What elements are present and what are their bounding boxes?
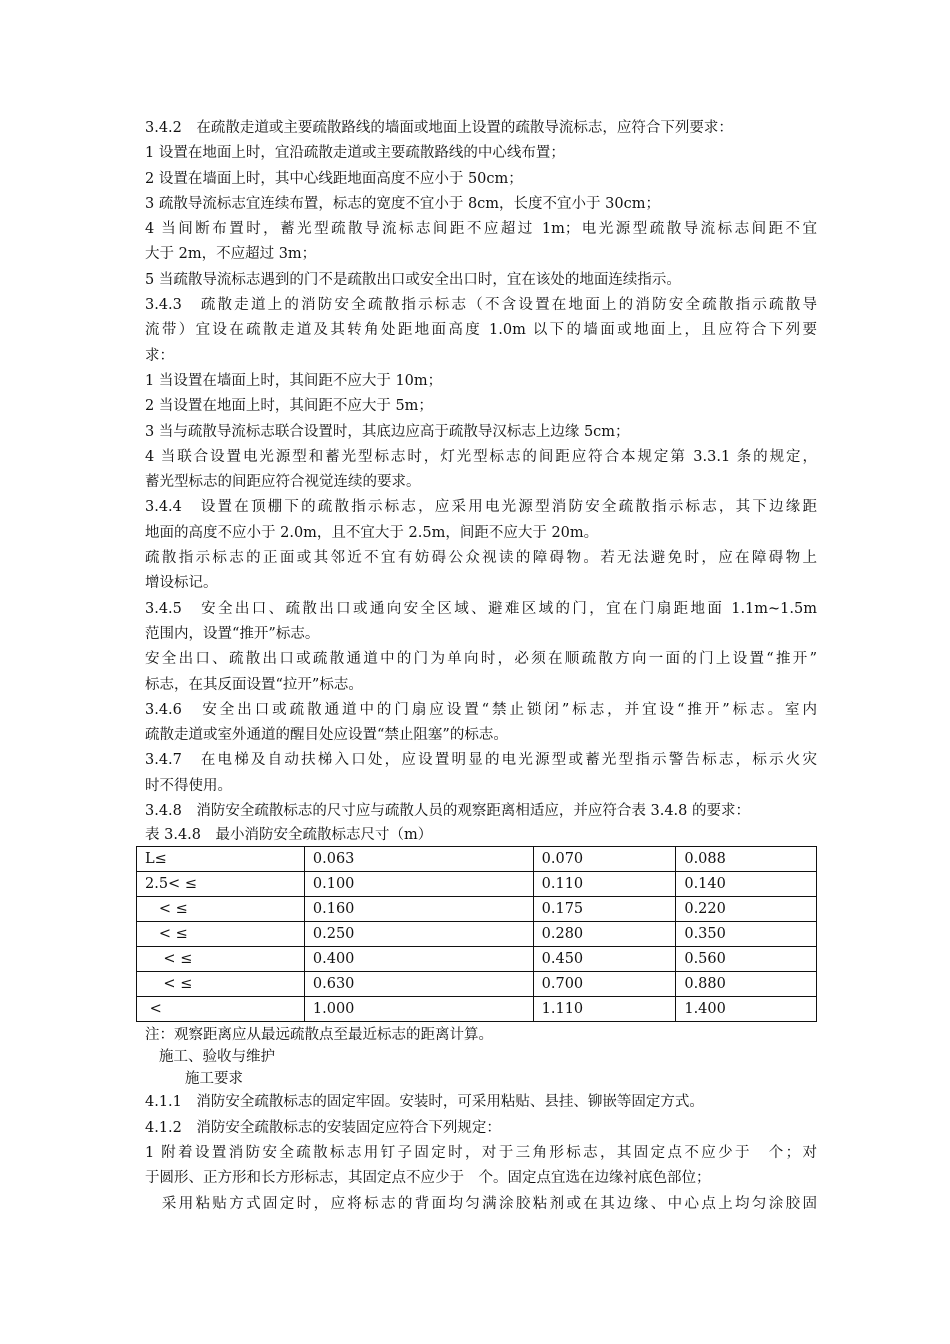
table-row <box>137 872 817 897</box>
chapter-heading: 施工、验收与维护 <box>159 1049 275 1066</box>
text-line: 求： <box>145 347 174 364</box>
text-line: 安全出口、疏散出口或疏散通道中的门为单向时，必须在顺疏散方向一面的门上设置“推开” <box>145 651 817 668</box>
text-line: 于圆形、正方形和长方形标志，其固定点不应少于 个。固定点宜选在边缘衬底色部位； <box>145 1170 711 1187</box>
text-line: 3.4.8 消防安全疏散标志的尺寸应与疏散人员的观察距离相适应，并应符合表 3.4.8 的要求： <box>145 803 751 820</box>
size-cell: 0.560 <box>676 947 817 972</box>
text-line: 时不得使用。 <box>145 777 232 794</box>
text-line: 3.4.6 安全出口或疏散通道中的门扇应设置“禁止锁闭”标志，并宜设“推开”标志。室内 <box>145 701 817 718</box>
text-line: 1 设置在地面上时，宜沿疏散走道或主要疏散路线的中心线布置； <box>145 145 565 162</box>
size-cell: 0.088 <box>676 847 817 872</box>
size-cell: 0.700 <box>533 972 676 997</box>
text-line: 4 当间断布置时，蓄光型疏散导流标志间距不应超过 1m；电光源型疏散导流标志间距不宜 <box>145 221 817 238</box>
body-text-bottom <box>145 1090 817 1216</box>
size-cell: 0.160 <box>304 897 533 922</box>
text-line: 增设标记。 <box>145 575 218 592</box>
text-line: 地面的高度不应小于 2.0m，且不宜大于 2.5m，间距不应大于 20m。 <box>145 524 599 541</box>
text-line: 3 疏散导流标志宜连续布置，标志的宽度不宜小于 8cm，长度不宜小于 30cm； <box>145 195 660 212</box>
distance-cell: < ≤ <box>137 972 305 997</box>
table-row <box>137 847 817 872</box>
table-caption: 表 3.4.8 最小消防安全疏散标志尺寸（m） <box>145 827 433 844</box>
text-line: 蓄光型标志的间距应符合视觉连续的要求。 <box>145 474 421 491</box>
table-row <box>137 922 817 947</box>
text-line: 1 当设置在墙面上时，其间距不应大于 10m； <box>145 372 443 389</box>
size-cell: 1.000 <box>304 997 533 1022</box>
size-cell: 0.070 <box>533 847 676 872</box>
text-line: 疏散指示标志的正面或其邻近不宜有妨碍公众视读的障碍物。若无法避免时，应在障碍物上 <box>145 550 817 567</box>
size-cell: 0.400 <box>304 947 533 972</box>
text-line: 4.1.2 消防安全疏散标志的安装固定应符合下列规定： <box>145 1119 501 1136</box>
size-cell: 0.880 <box>676 972 817 997</box>
size-cell: 0.063 <box>304 847 533 872</box>
text-line: 3.4.5 安全出口、疏散出口或通向安全区域、避难区域的门，宜在门扇距地面 1.1m~1.5m <box>145 600 817 617</box>
size-cell: 1.400 <box>676 997 817 1022</box>
text-line: 标志，在其反面设置“拉开”标志。 <box>145 676 363 693</box>
text-line: 范围内，设置“推开”标志。 <box>145 625 320 642</box>
text-line: 3 当与疏散导流标志联合设置时，其底边应高于疏散导汉标志上边缘 5cm； <box>145 423 630 440</box>
distance-cell: < <box>137 997 305 1022</box>
distance-cell: < ≤ <box>137 922 305 947</box>
table-row <box>137 897 817 922</box>
size-cell: 1.110 <box>533 997 676 1022</box>
body-text-top <box>145 116 817 824</box>
text-line: 3.4.7 在电梯及自动扶梯入口处，应设置明显的电光源型或蓄光型指示警告标志，标示火灾 <box>145 752 817 769</box>
distance-cell: L≤ <box>137 847 305 872</box>
size-cell: 0.140 <box>676 872 817 897</box>
text-line: 疏散走道或室外通道的醒目处应设置“禁止阻塞”的标志。 <box>145 727 508 744</box>
text-line: 3.4.2 在疏散走道或主要疏散路线的墙面或地面上设置的疏散导流标志，应符合下列要求： <box>145 120 733 136</box>
text-line: 3.4.3 疏散走道上的消防安全疏散指示标志（不含设置在地面上的消防安全疏散指示疏散导 <box>145 297 817 314</box>
table-note: 注：观察距离应从最远疏散点至最近标志的距离计算。 <box>145 1027 493 1044</box>
text-line: 5 当疏散导流标志遇到的门不是疏散出口或安全出口时，宜在该处的地面连续指示。 <box>145 271 681 288</box>
table-row <box>137 997 817 1022</box>
size-cell: 0.175 <box>533 897 676 922</box>
size-cell: 0.250 <box>304 922 533 947</box>
table-row <box>137 947 817 972</box>
text-line: 4 当联合设置电光源型和蓄光型标志时，灯光型标志的间距应符合本规定第 3.3.1 条的规定， <box>145 448 817 465</box>
distance-cell: < ≤ <box>137 947 305 972</box>
text-line: 2 设置在墙面上时，其中心线距地面高度不应小于 50cm； <box>145 170 523 187</box>
document-page <box>145 116 817 1217</box>
section-heading: 施工要求 <box>185 1071 243 1088</box>
distance-cell: 2.5< ≤ <box>137 872 305 897</box>
size-cell: 0.350 <box>676 922 817 947</box>
size-cell: 0.630 <box>304 972 533 997</box>
size-cell: 0.110 <box>533 872 676 897</box>
distance-cell: < ≤ <box>137 897 305 922</box>
text-line: 4.1.1 消防安全疏散标志的固定牢固。安装时，可采用粘贴、县挂、铆嵌等固定方式。 <box>145 1094 704 1111</box>
text-line: 流带）宜设在疏散走道及其转角处距地面高度 1.0m 以下的墙面或地面上，且应符合下列要 <box>145 322 817 339</box>
text-line: 3.4.4 设置在顶棚下的疏散指示标志，应采用电光源型消防安全疏散指示标志，其下边缘距 <box>145 499 817 516</box>
text-line: 采用粘贴方式固定时，应将标志的背面均匀满涂胶粘剂或在其边缘、中心点上均匀涂胶固 <box>145 1195 817 1212</box>
text-line: 2 当设置在地面上时，其间距不应大于 5m； <box>145 398 433 415</box>
table-row <box>137 972 817 997</box>
size-cell: 0.280 <box>533 922 676 947</box>
sign-size-table <box>136 846 817 1022</box>
size-cell: 0.220 <box>676 897 817 922</box>
text-line: 1 附着设置消防安全疏散标志用钉子固定时，对于三角形标志，其固定点不应少于 个；对 <box>145 1144 817 1161</box>
text-line: 大于 2m，不应超过 3m； <box>145 246 317 263</box>
size-cell: 0.100 <box>304 872 533 897</box>
size-cell: 0.450 <box>533 947 676 972</box>
